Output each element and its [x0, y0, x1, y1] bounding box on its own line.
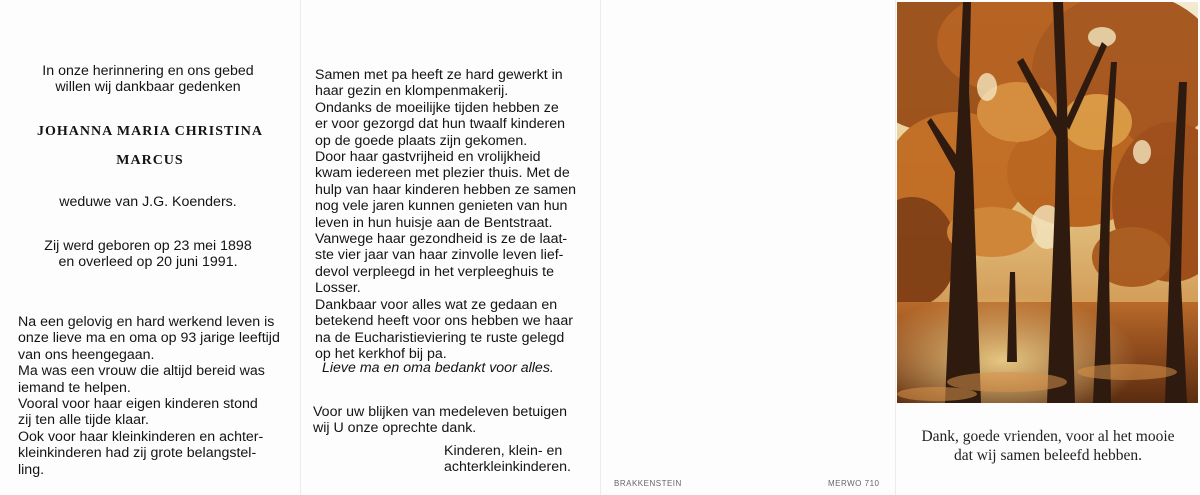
birth-death-dates: Zij werd geboren op 23 mei 1898 en overleed op 20 juni 1991.: [44, 238, 252, 271]
photo-caption: Dank, goede vrienden, voor al het mooie dat wij samen beleefd hebben.: [921, 428, 1175, 464]
fold-line: [300, 0, 301, 495]
life-story: Samen met pa heeft ze hard gewerkt in haar gezin en klompenmakerij. Ondanks de moeilijke tijden hebben ze er voor gezorgd dat hun twaalf kinderen op de goede plaats zijn gekomen. Door haar gastvrijheid en vrolijkheid kwam iedereen met plezier thuis. Met de hulp van haar kinderen hebben ze samen nog vele jaren kunnen genieten van hun leven in hun huisje aan de Bentstraat. Vanwege haar gezondheid is ze de laat- ste vier jaar van haar zinvolle leven lief- devol verpleegd in het verpleeghuis te Losser. Dankbaar voor alles wat ze gedaan en betekend heeft voor ons hebben we haar na de Eucharistieviering te ruste gelegd op het kerkhof bij pa.: [315, 67, 577, 362]
intro-text: In onze herinnering en ons gebed willen wij dankbaar gedenken: [42, 63, 254, 96]
autumn-forest-photo: [897, 2, 1198, 403]
thanks-line: Lieve ma en oma bedankt voor alles.: [322, 360, 554, 376]
fold-line: [600, 0, 601, 495]
fold-line: [895, 0, 896, 495]
life-text: Na een gelovig en hard werkend leven is onze lieve ma en oma op 93 jarige leeftijd van ons heengegaan. Ma was een vrouw die altijd bereid was iemand te helpen. Vooral voor haar eigen kinderen stond zij ten alle tijde klaar. Ook voor haar kleinkinderen en achter- kleinkinderen had zij grote belangstel- ling.: [18, 314, 280, 478]
widow-line: weduwe van J.G. Koenders.: [59, 194, 237, 210]
deceased-first-names: JOHANNA MARIA CHRISTINA: [36, 124, 264, 139]
signature: Kinderen, klein- en achterkleinkinderen.: [444, 443, 571, 476]
gratitude-text: Voor uw blijken van medeleven betuigen wij U onze oprechte dank.: [313, 404, 567, 437]
printer-imprint: BRAKKENSTEIN: [614, 479, 682, 488]
print-code: MERWO 710: [828, 479, 880, 488]
deceased-surname: MARCUS: [116, 153, 184, 168]
